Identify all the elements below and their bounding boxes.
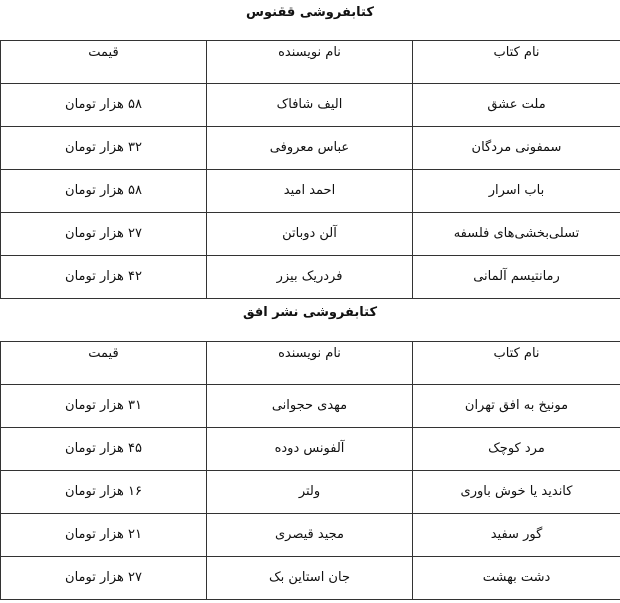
- author-cell: جان استاین بک: [207, 557, 413, 600]
- author-cell: عباس معروفی: [207, 127, 413, 170]
- book-title-cell: دشت بهشت: [413, 557, 620, 600]
- table-row: [1, 471, 620, 514]
- book-title-cell: کاندید یا خوش باوری: [413, 471, 620, 514]
- table-row: [1, 213, 620, 256]
- book-title-cell: مونیخ به افق تهران: [413, 385, 620, 428]
- table-row: [1, 514, 620, 557]
- table-row: [1, 170, 620, 213]
- header-book-title: نام کتاب: [413, 342, 620, 385]
- price-cell: ۲۷ هزار تومان: [1, 557, 207, 600]
- table-row: [1, 84, 620, 127]
- books-table-nashr-ofogh: [0, 341, 620, 600]
- header-author: نام نویسنده: [207, 342, 413, 385]
- book-title-cell: باب اسرار: [413, 170, 620, 213]
- book-title-cell: مرد کوچک: [413, 428, 620, 471]
- author-cell: فردریک بیزر: [207, 256, 413, 299]
- author-cell: مهدی حجوانی: [207, 385, 413, 428]
- price-cell: ۳۱ هزار تومان: [1, 385, 207, 428]
- header-author: نام نویسنده: [207, 41, 413, 84]
- table-row: [1, 428, 620, 471]
- book-title-cell: گور سفید: [413, 514, 620, 557]
- author-cell: مجید قیصری: [207, 514, 413, 557]
- price-cell: ۲۷ هزار تومان: [1, 213, 207, 256]
- author-cell: ولتر: [207, 471, 413, 514]
- table-header-row: [1, 41, 620, 84]
- table-row: [1, 256, 620, 299]
- price-cell: ۴۵ هزار تومان: [1, 428, 207, 471]
- price-cell: ۲۱ هزار تومان: [1, 514, 207, 557]
- price-cell: ۳۲ هزار تومان: [1, 127, 207, 170]
- table-header-row: [1, 342, 620, 385]
- section-title-ghoghnoos: کتابفروشی ققنوس: [246, 5, 374, 20]
- book-title-cell: تسلی‌بخشی‌های فلسفه: [413, 213, 620, 256]
- author-cell: احمد امید: [207, 170, 413, 213]
- header-book-title: نام کتاب: [413, 41, 620, 84]
- table-row: [1, 127, 620, 170]
- header-price: قیمت: [1, 342, 207, 385]
- price-cell: ۵۸ هزار تومان: [1, 84, 207, 127]
- price-cell: ۴۲ هزار تومان: [1, 256, 207, 299]
- table-row: [1, 557, 620, 600]
- author-cell: آلفونس دوده: [207, 428, 413, 471]
- table-row: [1, 385, 620, 428]
- books-table-ghoghnoos: [0, 40, 620, 299]
- price-cell: ۱۶ هزار تومان: [1, 471, 207, 514]
- header-price: قیمت: [1, 41, 207, 84]
- price-cell: ۵۸ هزار تومان: [1, 170, 207, 213]
- book-title-cell: ملت عشق: [413, 84, 620, 127]
- book-title-cell: رمانتیسم آلمانی: [413, 256, 620, 299]
- book-title-cell: سمفونی مردگان: [413, 127, 620, 170]
- section-title-nashr-ofogh: کتابفروشی نشر افق: [242, 305, 378, 320]
- author-cell: آلن دوباتن: [207, 213, 413, 256]
- author-cell: الیف شافاک: [207, 84, 413, 127]
